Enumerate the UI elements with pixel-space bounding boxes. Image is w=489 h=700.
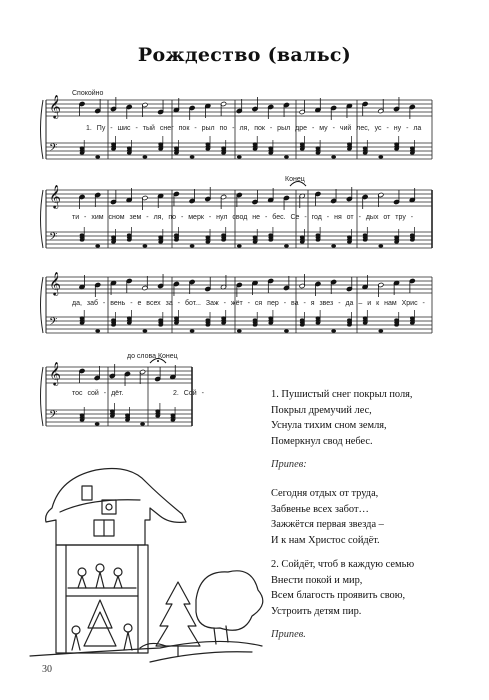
treble-clef-icon: 𝄞 — [49, 184, 61, 208]
bass-clef-icon: 𝄢 — [49, 142, 58, 157]
chorus-label: Припев: — [271, 459, 307, 470]
lyrics-system-2: ти - хим сном зем - ля, по - мерк - нул свод не - бес. Се - год - ня от - дых от тру - — [72, 214, 414, 221]
lyrics-system-3: да, заб - вень - е всех за - бот... Заж - жёт - ся пер - ва - я звез - да – и к нам Хрис - — [72, 300, 425, 307]
bass-clef-icon: 𝄢 — [49, 231, 58, 246]
verse-line: Покрыл дремучий лес, — [271, 404, 372, 416]
lyrics-system-1: 1. Пу - шис - тый снег пок - рыл по - ля, пок - рыл дре - му - чий лес, ус - ну - ла — [86, 125, 422, 132]
end-marking: Конец — [285, 176, 305, 183]
verse-line: Устроить детям пир. — [271, 605, 362, 617]
chorus-line: И к нам Христос сойдёт. — [271, 534, 380, 546]
treble-clef-icon: 𝄞 — [49, 94, 61, 118]
treble-clef-icon: 𝄞 — [49, 361, 61, 385]
verse-line: 2. Сойдёт, чтоб в каждую семью — [271, 559, 415, 570]
chorus-line: Зажжётся первая звезда – — [271, 519, 384, 530]
tempo-marking: Спокойно — [72, 90, 104, 97]
chorus-repeat: Припев. — [271, 629, 306, 640]
page-number: 30 — [42, 664, 52, 675]
chorus-line: Забвенье всех забот… — [271, 503, 369, 515]
page-title: Рождество (вальс) — [137, 44, 352, 66]
lyrics-verse-2-start: 2. Сой - — [173, 390, 204, 397]
verse-line: Внести покой и мир, — [271, 574, 363, 586]
bass-clef-icon: 𝄢 — [49, 316, 58, 331]
chorus-line: Сегодня отдых от труда, — [271, 488, 379, 499]
bass-clef-icon: 𝄢 — [49, 409, 58, 424]
verse-line: Всем благость проявить свою, — [271, 590, 406, 601]
verse-line: Померкнул свод небес. — [271, 435, 373, 447]
verse-line: Уснула тихим сном земля, — [271, 420, 387, 431]
verse-line: 1. Пушистый снег покрыл поля, — [271, 389, 413, 400]
dal-segno-marking: до слова Конец — [127, 353, 178, 360]
lyrics-system-4: тос сой - дёт. — [72, 390, 124, 397]
treble-clef-icon: 𝄞 — [49, 271, 61, 295]
